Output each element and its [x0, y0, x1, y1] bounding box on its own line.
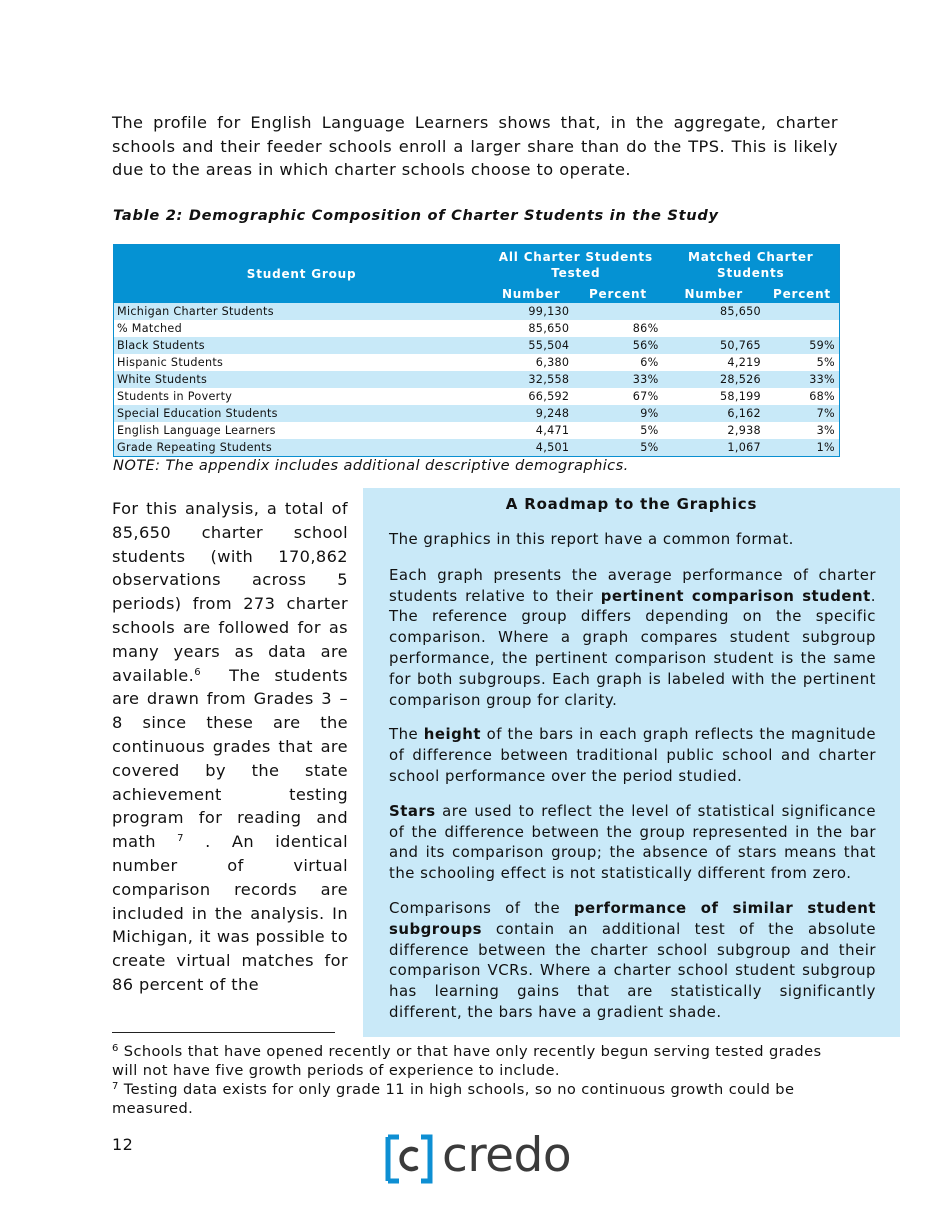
cell-matched-percent: 33% — [765, 371, 840, 388]
roadmap-paragraph-4 — [389, 801, 876, 884]
table-row — [114, 422, 840, 439]
roadmap-sidebar — [363, 488, 900, 1037]
cell-matched-percent: 5% — [765, 354, 840, 371]
roadmap-emphasis: performance of similar student subgroups — [389, 898, 876, 938]
roadmap-title: A Roadmap to the Graphics — [505, 495, 758, 513]
roadmap-text: Comparisons of the — [389, 898, 574, 917]
column-header-matched-percent: Percent — [765, 285, 840, 303]
table-row — [114, 337, 840, 354]
cell-all-number: 6,380 — [489, 354, 573, 371]
roadmap-text: The — [389, 725, 424, 744]
column-header-matched: Matched Charter Students — [663, 245, 840, 286]
cell-all-number: 99,130 — [489, 303, 573, 320]
roadmap-text: contain an additional test of the absolute difference between the charter school subgroup and their comparison VCRs. Where a charter school student subgroup has learning gains that are statistically significantly different, the bars have a gradient shade. — [389, 919, 876, 1021]
footnote-text: Schools that have opened recently or that have only recently begun serving tested grades will not have five growth periods of experience to include. — [112, 1043, 822, 1079]
cell-all-number: 32,558 — [489, 371, 573, 388]
cell-matched-number: 85,650 — [663, 303, 765, 320]
cell-all-number: 85,650 — [489, 320, 573, 337]
cell-all-percent: 67% — [573, 388, 662, 405]
footnote-number: 7 — [112, 1081, 119, 1092]
cell-student-group: Special Education Students — [114, 405, 490, 422]
demographic-table — [113, 244, 840, 457]
cell-matched-percent — [765, 320, 840, 337]
column-header-all-percent: Percent — [573, 285, 662, 303]
cell-matched-percent: 1% — [765, 439, 840, 457]
footnote-number: 6 — [112, 1043, 119, 1054]
cell-matched-percent — [765, 303, 840, 320]
cell-student-group: Michigan Charter Students — [114, 303, 490, 320]
table-row — [114, 388, 840, 405]
roadmap-paragraph-1: The graphics in this report have a common format. — [389, 530, 794, 548]
footnote-text: Testing data exists for only grade 11 in high schools, so no continuous growth could be measured. — [112, 1081, 795, 1117]
analysis-paragraph — [112, 497, 348, 997]
footnote-6 — [112, 1042, 832, 1080]
cell-all-percent: 5% — [573, 422, 662, 439]
footnote-ref-7[interactable]: 7 — [177, 833, 184, 845]
roadmap-emphasis: pertinent comparison student — [600, 586, 871, 605]
page-number: 12 — [112, 1135, 134, 1154]
cell-all-number: 66,592 — [489, 388, 573, 405]
table-row — [114, 371, 840, 388]
cell-matched-number — [663, 320, 765, 337]
cell-all-percent: 9% — [573, 405, 662, 422]
cell-student-group: % Matched — [114, 320, 490, 337]
roadmap-text: Each graph presents the average performance of charter students relative to their — [389, 565, 876, 605]
footnote-7 — [112, 1080, 832, 1118]
cell-matched-percent: 3% — [765, 422, 840, 439]
cell-all-percent: 56% — [573, 337, 662, 354]
roadmap-paragraph-3 — [389, 724, 876, 786]
analysis-text-part3: . An identical number of virtual comparison records are included in the analysis. In Michigan, it was possible to create virtual matches for 86 percent of the — [112, 832, 349, 994]
cell-all-percent — [573, 303, 662, 320]
credo-wordmark: credo — [442, 1128, 572, 1183]
cell-matched-number: 58,199 — [663, 388, 765, 405]
analysis-text-part1: For this analysis, a total of 85,650 charter school students (with 170,862 observations across 5 periods) from 273 charter schools are followed for as many years as data are available. — [112, 499, 348, 685]
cell-matched-number: 2,938 — [663, 422, 765, 439]
cell-matched-percent: 68% — [765, 388, 840, 405]
column-header-matched-number: Number — [663, 285, 765, 303]
cell-all-percent: 33% — [573, 371, 662, 388]
credo-logo — [385, 1128, 572, 1186]
footnotes — [112, 1042, 832, 1118]
cell-all-number: 4,471 — [489, 422, 573, 439]
table-row — [114, 405, 840, 422]
cell-student-group: Students in Poverty — [114, 388, 490, 405]
cell-all-number: 4,501 — [489, 439, 573, 457]
table-row — [114, 354, 840, 371]
roadmap-text: . The reference group differs depending on the specific comparison. Where a graph compares student subgroup performance, the pertinent comparison student is the same for both subgroups. Each graph is labeled with the pertinent comparison group for clarity. — [389, 586, 876, 709]
cell-matched-percent: 7% — [765, 405, 840, 422]
cell-student-group: Black Students — [114, 337, 490, 354]
roadmap-text: are used to reflect the level of statistical significance of the difference between the group represented in the bar and its comparison group; the absence of stars means that the schooling effect is not statistically different from zero. — [389, 801, 876, 883]
cell-student-group: Hispanic Students — [114, 354, 490, 371]
roadmap-emphasis: Stars — [389, 801, 436, 820]
column-header-student-group: Student Group — [114, 245, 490, 304]
cell-matched-number: 50,765 — [663, 337, 765, 354]
roadmap-body — [389, 529, 876, 1037]
analysis-text-part2: The students are drawn from Grades 3 – 8 since these are the continuous grades that are covered by the state achievement testing program for reading and math — [112, 665, 348, 852]
column-header-all-number: Number — [489, 285, 573, 303]
table-row — [114, 439, 840, 457]
roadmap-text: of the bars in each graph reflects the magnitude of difference between traditional public school and charter school performance over the period studied. — [389, 725, 876, 785]
cell-all-number: 55,504 — [489, 337, 573, 354]
table-row — [114, 320, 840, 337]
roadmap-emphasis: height — [423, 725, 481, 744]
cell-matched-number: 28,526 — [663, 371, 765, 388]
cell-all-number: 9,248 — [489, 405, 573, 422]
credo-logo-icon — [385, 1134, 435, 1184]
cell-matched-percent: 59% — [765, 337, 840, 354]
cell-all-percent: 86% — [573, 320, 662, 337]
cell-all-percent: 6% — [573, 354, 662, 371]
column-header-all-tested: All Charter Students Tested — [489, 245, 662, 286]
table-row — [114, 303, 840, 320]
intro-paragraph: The profile for English Language Learners shows that, in the aggregate, charter schools and their feeder schools enroll a larger share than do the TPS. This is likely due to the areas in which charter schools choose to operate. — [112, 113, 838, 179]
table-caption: Table 2: Demographic Composition of Charter Students in the Study — [113, 207, 719, 224]
cell-student-group: English Language Learners — [114, 422, 490, 439]
cell-all-percent: 5% — [573, 439, 662, 457]
footnote-divider — [112, 1032, 335, 1033]
cell-student-group: White Students — [114, 371, 490, 388]
cell-matched-number: 4,219 — [663, 354, 765, 371]
cell-student-group: Grade Repeating Students — [114, 439, 490, 457]
roadmap-paragraph-5 — [389, 898, 876, 1023]
cell-matched-number: 6,162 — [663, 405, 765, 422]
table-note: NOTE: The appendix includes additional descriptive demographics. — [113, 457, 629, 474]
cell-matched-number: 1,067 — [663, 439, 765, 457]
footnote-ref-6[interactable]: 6 — [194, 666, 201, 678]
roadmap-paragraph-2 — [389, 565, 876, 711]
